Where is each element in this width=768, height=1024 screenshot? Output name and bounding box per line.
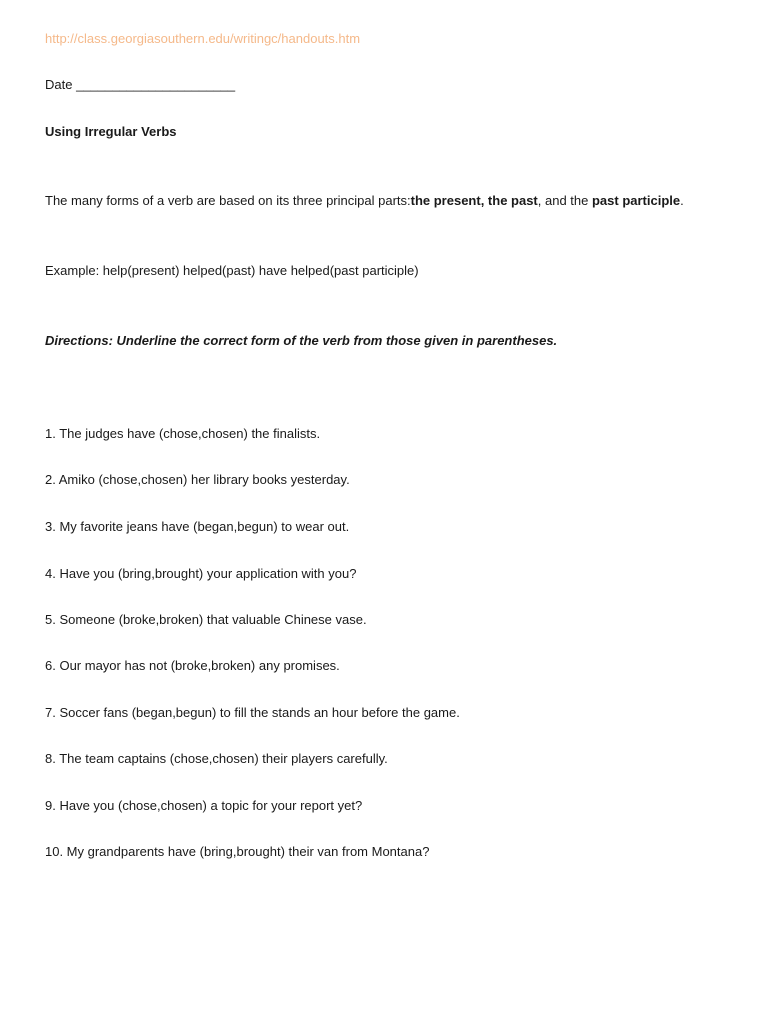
intro-prefix: The many forms of a verb are based on its three principal parts: xyxy=(45,193,411,208)
question-item: 1. The judges have (chose,chosen) the finalists. xyxy=(45,426,321,441)
date-field-label: Date ______________________ xyxy=(45,77,236,92)
intro-middle: , and the xyxy=(537,193,592,208)
directions-line: Directions: Underline the correct form of the verb from those given in parentheses. xyxy=(45,333,558,348)
question-item: 3. My favorite jeans have (began,begun) to wear out. xyxy=(45,519,350,534)
intro-suffix: . xyxy=(680,193,684,208)
question-item: 7. Soccer fans (began,begun) to fill the stands an hour before the game. xyxy=(45,705,460,720)
question-item: 5. Someone (broke,broken) that valuable Chinese vase. xyxy=(45,612,367,627)
source-url-link[interactable]: http://class.georgiasouthern.edu/writingc/handouts.htm xyxy=(45,31,361,46)
page-title: Using Irregular Verbs xyxy=(45,124,177,139)
question-item: 6. Our mayor has not (broke,broken) any promises. xyxy=(45,658,340,673)
intro-paragraph xyxy=(45,193,684,209)
question-item: 10. My grandparents have (bring,brought) their van from Montana? xyxy=(45,844,430,859)
question-item: 2. Amiko (chose,chosen) her library books yesterday. xyxy=(45,472,350,487)
question-item: 9. Have you (chose,chosen) a topic for your report yet? xyxy=(45,798,363,813)
question-item: 4. Have you (bring,brought) your application with you? xyxy=(45,566,357,581)
example-line: Example: help(present) helped(past) have helped(past participle) xyxy=(45,263,419,278)
intro-bold-past-participle: past participle xyxy=(591,193,681,208)
intro-bold-present-past: the present, the past xyxy=(410,193,538,208)
question-item: 8. The team captains (chose,chosen) their players carefully. xyxy=(45,751,388,766)
